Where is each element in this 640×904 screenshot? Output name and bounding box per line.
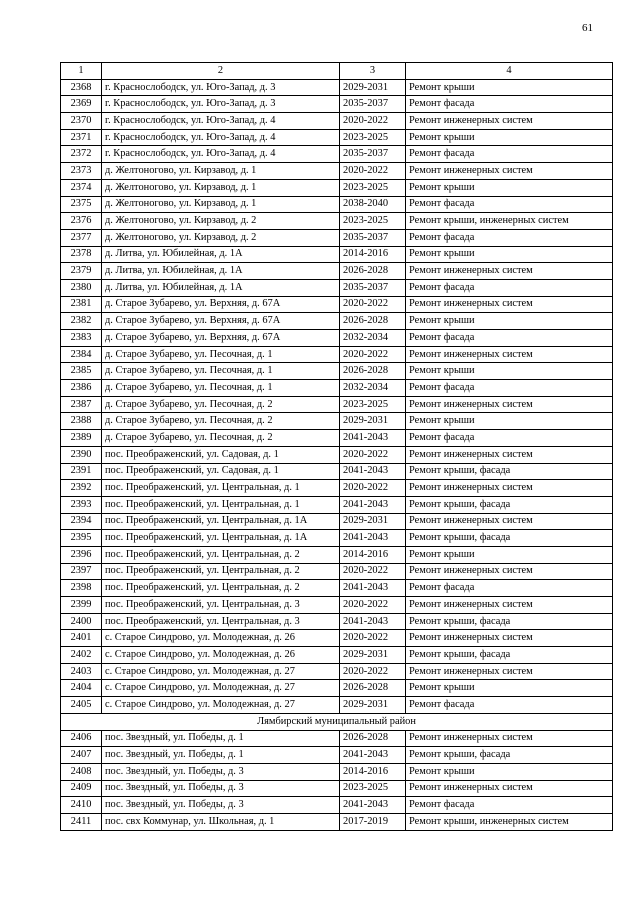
table-row — [61, 96, 613, 113]
row-address: пос. Преображенский, ул. Центральная, д. 1 — [102, 480, 340, 497]
row-work-type: Ремонт крыши — [406, 246, 613, 263]
row-number: 2389 — [61, 430, 102, 447]
row-work-type: Ремонт фасада — [406, 229, 613, 246]
table-row — [61, 546, 613, 563]
row-address: пос. Преображенский, ул. Центральная, д. 2 — [102, 580, 340, 597]
row-work-type: Ремонт инженерных систем — [406, 113, 613, 130]
row-period: 2020-2022 — [340, 163, 406, 180]
table-row — [61, 179, 613, 196]
table-row — [61, 813, 613, 830]
row-work-type: Ремонт фасада — [406, 96, 613, 113]
table-row — [61, 430, 613, 447]
row-address: с. Старое Синдрово, ул. Молодежная, д. 26 — [102, 647, 340, 664]
row-work-type: Ремонт инженерных систем — [406, 296, 613, 313]
table-row — [61, 213, 613, 230]
row-period: 2041-2043 — [340, 797, 406, 814]
section-row — [61, 713, 613, 730]
row-number: 2372 — [61, 146, 102, 163]
row-period: 2041-2043 — [340, 463, 406, 480]
row-work-type: Ремонт крыши, фасада — [406, 647, 613, 664]
table-row — [61, 446, 613, 463]
row-work-type: Ремонт инженерных систем — [406, 263, 613, 280]
row-address: г. Краснослободск, ул. Юго-Запад, д. 3 — [102, 96, 340, 113]
row-period: 2035-2037 — [340, 279, 406, 296]
row-period: 2041-2043 — [340, 530, 406, 547]
row-number: 2393 — [61, 496, 102, 513]
table-body-part2 — [61, 730, 613, 830]
row-address: пос. Звездный, ул. Победы, д. 3 — [102, 780, 340, 797]
row-address: пос. свх Коммунар, ул. Школьная, д. 1 — [102, 813, 340, 830]
row-address: д. Литва, ул. Юбилейная, д. 1А — [102, 246, 340, 263]
row-period: 2026-2028 — [340, 313, 406, 330]
section-title: Лямбирский муниципальный район — [61, 713, 613, 730]
row-period: 2023-2025 — [340, 213, 406, 230]
row-number: 2395 — [61, 530, 102, 547]
row-number: 2370 — [61, 113, 102, 130]
row-address: д. Желтоногово, ул. Кирзавод, д. 2 — [102, 229, 340, 246]
row-period: 2020-2022 — [340, 563, 406, 580]
row-number: 2396 — [61, 546, 102, 563]
row-period: 2035-2037 — [340, 96, 406, 113]
row-number: 2401 — [61, 630, 102, 647]
row-work-type: Ремонт фасада — [406, 196, 613, 213]
table-row — [61, 146, 613, 163]
row-address: пос. Преображенский, ул. Центральная, д. 2 — [102, 546, 340, 563]
row-number: 2411 — [61, 813, 102, 830]
row-period: 2020-2022 — [340, 346, 406, 363]
table-row — [61, 563, 613, 580]
row-number: 2374 — [61, 179, 102, 196]
row-number: 2407 — [61, 747, 102, 764]
row-work-type: Ремонт крыши — [406, 363, 613, 380]
row-address: г. Краснослободск, ул. Юго-Запад, д. 4 — [102, 129, 340, 146]
row-work-type: Ремонт крыши, фасада — [406, 463, 613, 480]
row-period: 2020-2022 — [340, 630, 406, 647]
table-row — [61, 663, 613, 680]
row-number: 2384 — [61, 346, 102, 363]
row-work-type: Ремонт инженерных систем — [406, 163, 613, 180]
row-period: 2038-2040 — [340, 196, 406, 213]
row-address: д. Старое Зубарево, ул. Верхняя, д. 67А — [102, 313, 340, 330]
table-row — [61, 79, 613, 96]
table-row — [61, 246, 613, 263]
row-period: 2023-2025 — [340, 780, 406, 797]
row-address: д. Старое Зубарево, ул. Песочная, д. 2 — [102, 430, 340, 447]
row-work-type: Ремонт крыши, фасада — [406, 747, 613, 764]
table-row — [61, 380, 613, 397]
row-number: 2402 — [61, 647, 102, 664]
column-header-period: 3 — [340, 63, 406, 80]
row-work-type: Ремонт инженерных систем — [406, 730, 613, 747]
row-number: 2373 — [61, 163, 102, 180]
table-row — [61, 613, 613, 630]
row-address: пос. Преображенский, ул. Центральная, д. 2 — [102, 563, 340, 580]
row-work-type: Ремонт крыши — [406, 413, 613, 430]
row-number: 2388 — [61, 413, 102, 430]
row-number: 2391 — [61, 463, 102, 480]
row-period: 2023-2025 — [340, 179, 406, 196]
table-row — [61, 680, 613, 697]
table-row — [61, 496, 613, 513]
row-period: 2017-2019 — [340, 813, 406, 830]
table-row — [61, 163, 613, 180]
table-row — [61, 513, 613, 530]
row-address: д. Желтоногово, ул. Кирзавод, д. 1 — [102, 196, 340, 213]
row-address: г. Краснослободск, ул. Юго-Запад, д. 4 — [102, 113, 340, 130]
table-row — [61, 229, 613, 246]
row-period: 2029-2031 — [340, 647, 406, 664]
row-period: 2020-2022 — [340, 446, 406, 463]
row-period: 2020-2022 — [340, 113, 406, 130]
row-address: пос. Преображенский, ул. Садовая, д. 1 — [102, 446, 340, 463]
row-number: 2408 — [61, 763, 102, 780]
row-number: 2371 — [61, 129, 102, 146]
row-work-type: Ремонт инженерных систем — [406, 346, 613, 363]
row-number: 2382 — [61, 313, 102, 330]
row-number: 2398 — [61, 580, 102, 597]
row-period: 2020-2022 — [340, 296, 406, 313]
row-address: с. Старое Синдрово, ул. Молодежная, д. 27 — [102, 680, 340, 697]
row-work-type: Ремонт крыши, фасада — [406, 496, 613, 513]
row-number: 2390 — [61, 446, 102, 463]
row-number: 2383 — [61, 330, 102, 347]
row-number: 2385 — [61, 363, 102, 380]
row-period: 2032-2034 — [340, 330, 406, 347]
row-period: 2041-2043 — [340, 747, 406, 764]
row-period: 2020-2022 — [340, 597, 406, 614]
row-number: 2394 — [61, 513, 102, 530]
row-work-type: Ремонт инженерных систем — [406, 446, 613, 463]
table-row — [61, 129, 613, 146]
row-period: 2014-2016 — [340, 246, 406, 263]
row-address: д. Старое Зубарево, ул. Верхняя, д. 67А — [102, 330, 340, 347]
row-address: г. Краснослободск, ул. Юго-Запад, д. 3 — [102, 79, 340, 96]
table-row — [61, 346, 613, 363]
row-address: г. Краснослободск, ул. Юго-Запад, д. 4 — [102, 146, 340, 163]
row-address: д. Желтоногово, ул. Кирзавод, д. 1 — [102, 163, 340, 180]
table-body-part1 — [61, 79, 613, 713]
row-number: 2392 — [61, 480, 102, 497]
row-address: пос. Преображенский, ул. Центральная, д. 3 — [102, 597, 340, 614]
table-row — [61, 530, 613, 547]
row-period: 2014-2016 — [340, 763, 406, 780]
row-period: 2041-2043 — [340, 496, 406, 513]
row-address: с. Старое Синдрово, ул. Молодежная, д. 27 — [102, 697, 340, 714]
row-number: 2397 — [61, 563, 102, 580]
row-period: 2026-2028 — [340, 730, 406, 747]
row-work-type: Ремонт крыши, инженерных систем — [406, 213, 613, 230]
row-number: 2404 — [61, 680, 102, 697]
column-header-work: 4 — [406, 63, 613, 80]
row-period: 2026-2028 — [340, 263, 406, 280]
row-work-type: Ремонт инженерных систем — [406, 780, 613, 797]
row-work-type: Ремонт инженерных систем — [406, 597, 613, 614]
table-row — [61, 313, 613, 330]
row-address: пос. Преображенский, ул. Центральная, д. 3 — [102, 613, 340, 630]
header-row — [61, 63, 613, 80]
table-row — [61, 396, 613, 413]
row-work-type: Ремонт крыши — [406, 179, 613, 196]
table-row — [61, 480, 613, 497]
column-header-address: 2 — [102, 63, 340, 80]
section-group — [61, 713, 613, 730]
row-address: пос. Преображенский, ул. Центральная, д. 1 — [102, 496, 340, 513]
row-number: 2386 — [61, 380, 102, 397]
row-work-type: Ремонт фасада — [406, 146, 613, 163]
row-period: 2041-2043 — [340, 613, 406, 630]
table-row — [61, 263, 613, 280]
row-address: д. Старое Зубарево, ул. Песочная, д. 1 — [102, 346, 340, 363]
row-address: с. Старое Синдрово, ул. Молодежная, д. 27 — [102, 663, 340, 680]
row-address: пос. Звездный, ул. Победы, д. 3 — [102, 797, 340, 814]
row-work-type: Ремонт фасада — [406, 797, 613, 814]
repair-schedule-table — [60, 62, 613, 831]
row-number: 2378 — [61, 246, 102, 263]
row-number: 2387 — [61, 396, 102, 413]
table-row — [61, 413, 613, 430]
row-address: пос. Преображенский, ул. Садовая, д. 1 — [102, 463, 340, 480]
row-work-type: Ремонт фасада — [406, 380, 613, 397]
table-row — [61, 797, 613, 814]
row-address: д. Старое Зубарево, ул. Верхняя, д. 67А — [102, 296, 340, 313]
row-address: д. Литва, ул. Юбилейная, д. 1А — [102, 279, 340, 296]
row-period: 2032-2034 — [340, 380, 406, 397]
row-number: 2376 — [61, 213, 102, 230]
table-row — [61, 747, 613, 764]
table-row — [61, 296, 613, 313]
table-row — [61, 780, 613, 797]
row-number: 2409 — [61, 780, 102, 797]
row-work-type: Ремонт фасада — [406, 430, 613, 447]
row-work-type: Ремонт крыши, инженерных систем — [406, 813, 613, 830]
row-work-type: Ремонт крыши — [406, 680, 613, 697]
row-period: 2029-2031 — [340, 697, 406, 714]
row-number: 2375 — [61, 196, 102, 213]
table-row — [61, 196, 613, 213]
page-number: 61 — [582, 22, 593, 34]
row-number: 2380 — [61, 279, 102, 296]
row-work-type: Ремонт инженерных систем — [406, 663, 613, 680]
row-period: 2035-2037 — [340, 146, 406, 163]
row-period: 2014-2016 — [340, 546, 406, 563]
row-work-type: Ремонт фасада — [406, 580, 613, 597]
row-number: 2377 — [61, 229, 102, 246]
table-row — [61, 580, 613, 597]
table-row — [61, 279, 613, 296]
column-header-number: 1 — [61, 63, 102, 80]
row-work-type: Ремонт крыши, фасада — [406, 613, 613, 630]
row-work-type: Ремонт крыши — [406, 79, 613, 96]
row-work-type: Ремонт крыши, фасада — [406, 530, 613, 547]
row-work-type: Ремонт фасада — [406, 279, 613, 296]
row-period: 2026-2028 — [340, 680, 406, 697]
row-period: 2023-2025 — [340, 396, 406, 413]
row-period: 2023-2025 — [340, 129, 406, 146]
row-work-type: Ремонт крыши — [406, 763, 613, 780]
row-address: с. Старое Синдрово, ул. Молодежная, д. 26 — [102, 630, 340, 647]
row-address: пос. Звездный, ул. Победы, д. 1 — [102, 730, 340, 747]
row-address: д. Желтоногово, ул. Кирзавод, д. 1 — [102, 179, 340, 196]
row-address: пос. Звездный, ул. Победы, д. 1 — [102, 747, 340, 764]
row-number: 2381 — [61, 296, 102, 313]
row-period: 2020-2022 — [340, 663, 406, 680]
row-number: 2369 — [61, 96, 102, 113]
table-row — [61, 630, 613, 647]
row-address: д. Старое Зубарево, ул. Песочная, д. 1 — [102, 363, 340, 380]
row-work-type: Ремонт фасада — [406, 697, 613, 714]
row-work-type: Ремонт инженерных систем — [406, 480, 613, 497]
row-period: 2026-2028 — [340, 363, 406, 380]
row-address: д. Литва, ул. Юбилейная, д. 1А — [102, 263, 340, 280]
row-period: 2029-2031 — [340, 513, 406, 530]
table-row — [61, 730, 613, 747]
row-address: д. Старое Зубарево, ул. Песочная, д. 2 — [102, 413, 340, 430]
row-work-type: Ремонт крыши — [406, 129, 613, 146]
row-number: 2405 — [61, 697, 102, 714]
row-address: пос. Преображенский, ул. Центральная, д. 1А — [102, 530, 340, 547]
row-address: д. Старое Зубарево, ул. Песочная, д. 2 — [102, 396, 340, 413]
row-number: 2399 — [61, 597, 102, 614]
row-address: пос. Звездный, ул. Победы, д. 3 — [102, 763, 340, 780]
table-row — [61, 763, 613, 780]
row-work-type: Ремонт инженерных систем — [406, 563, 613, 580]
table-row — [61, 363, 613, 380]
row-work-type: Ремонт инженерных систем — [406, 630, 613, 647]
row-work-type: Ремонт крыши — [406, 313, 613, 330]
row-period: 2029-2031 — [340, 79, 406, 96]
row-address: д. Желтоногово, ул. Кирзавод, д. 2 — [102, 213, 340, 230]
row-address: пос. Преображенский, ул. Центральная, д. 1А — [102, 513, 340, 530]
row-work-type: Ремонт фасада — [406, 330, 613, 347]
table-row — [61, 113, 613, 130]
row-number: 2400 — [61, 613, 102, 630]
row-period: 2041-2043 — [340, 580, 406, 597]
row-period: 2020-2022 — [340, 480, 406, 497]
row-period: 2041-2043 — [340, 430, 406, 447]
row-number: 2410 — [61, 797, 102, 814]
row-number: 2406 — [61, 730, 102, 747]
table-row — [61, 330, 613, 347]
table-row — [61, 597, 613, 614]
table-row — [61, 697, 613, 714]
table-row — [61, 463, 613, 480]
row-number: 2379 — [61, 263, 102, 280]
row-work-type: Ремонт крыши — [406, 546, 613, 563]
table-header — [61, 63, 613, 80]
row-work-type: Ремонт инженерных систем — [406, 513, 613, 530]
row-address: д. Старое Зубарево, ул. Песочная, д. 1 — [102, 380, 340, 397]
row-period: 2035-2037 — [340, 229, 406, 246]
table-row — [61, 647, 613, 664]
row-number: 2403 — [61, 663, 102, 680]
row-period: 2029-2031 — [340, 413, 406, 430]
row-work-type: Ремонт инженерных систем — [406, 396, 613, 413]
row-number: 2368 — [61, 79, 102, 96]
